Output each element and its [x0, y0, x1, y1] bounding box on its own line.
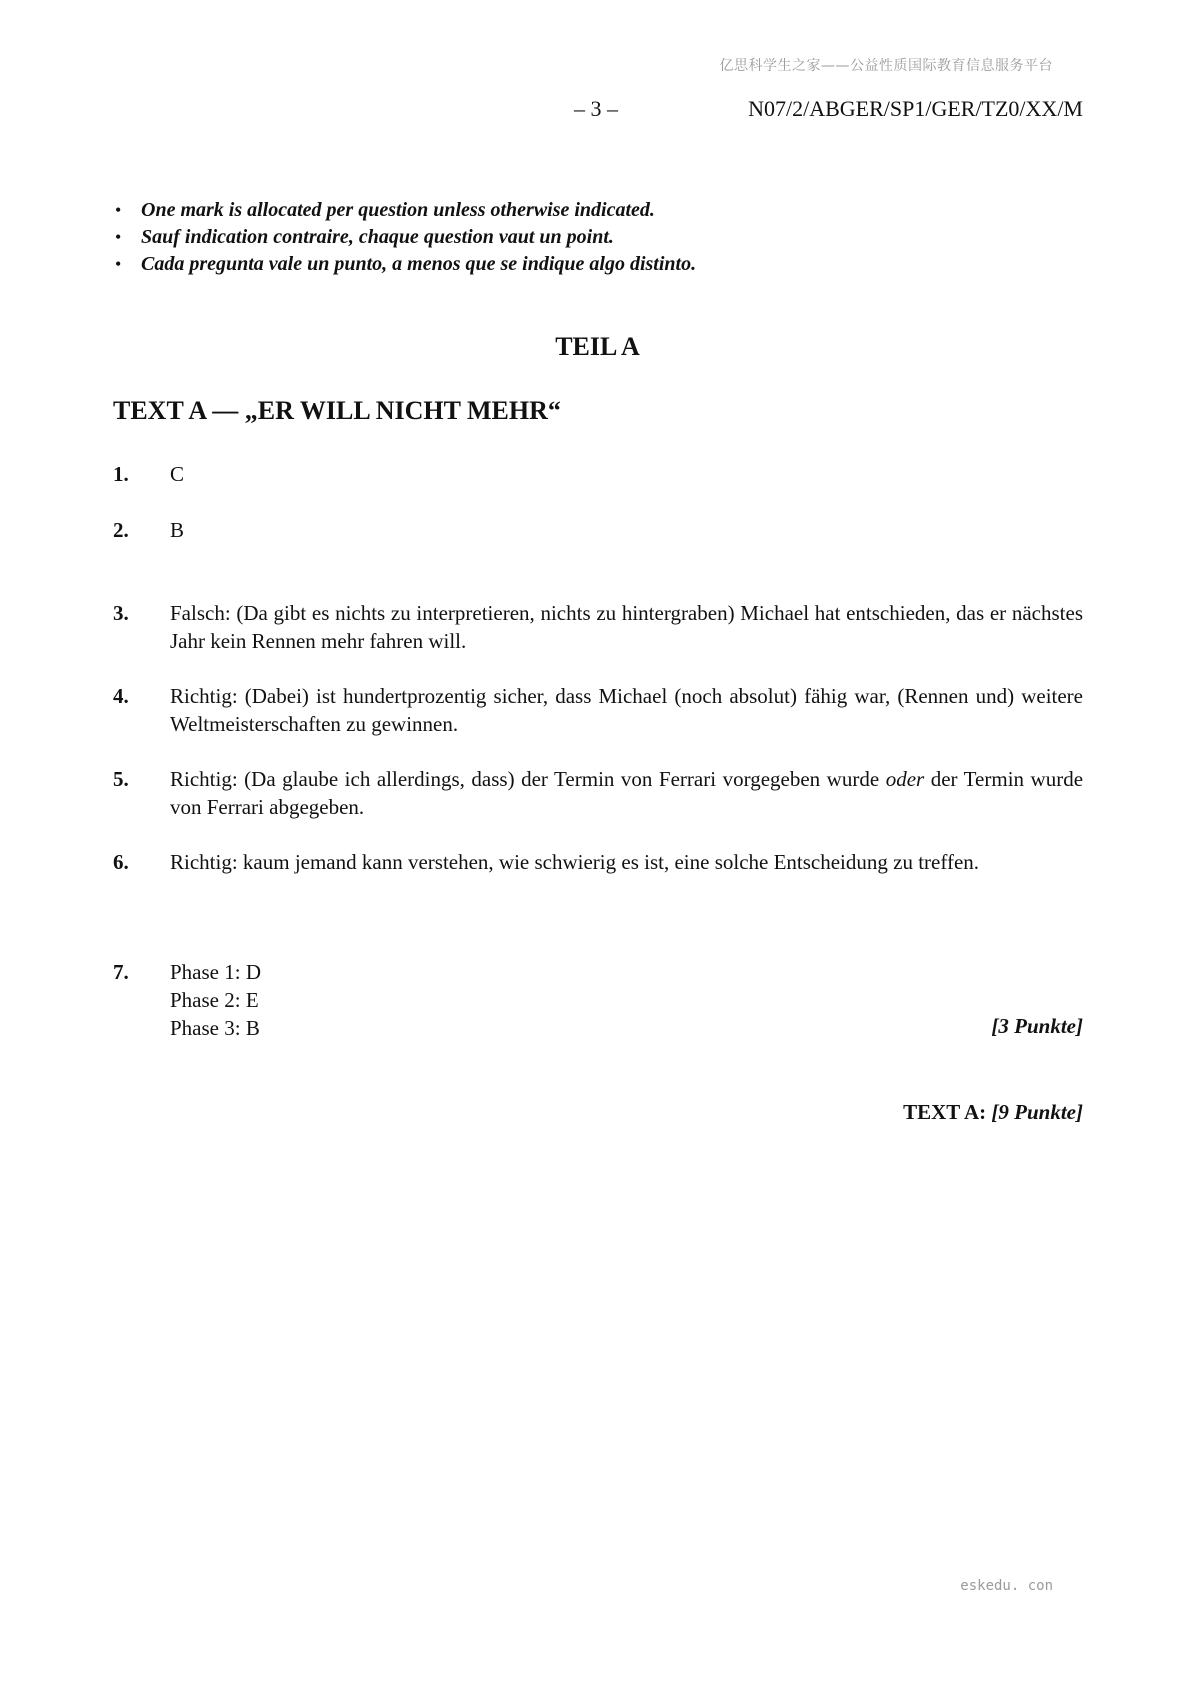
question-number: 5. [113, 767, 129, 791]
answer-text: Richtig: kaum jemand kann verstehen, wie schwierig es ist, eine solche Entscheidung zu treffen. [170, 850, 980, 874]
text-title: TEXT A — „ER WILL NICHT MEHR“ [113, 396, 561, 425]
watermark-bottom: eskedu. con [960, 1578, 1053, 1594]
answer-text [170, 765, 1083, 821]
part-title: TEIL A [555, 332, 640, 361]
answer-phases [170, 958, 1083, 1042]
question-1 [113, 460, 1083, 488]
text-total [903, 1100, 1083, 1125]
question-4 [113, 682, 1083, 738]
note-french: • Sauf indication contraire, chaque question vaut un point. [113, 224, 696, 251]
question-2 [113, 516, 1083, 544]
total-label: TEXT A: [903, 1100, 987, 1124]
watermark-top: 亿思科学生之家——公益性质国际教育信息服务平台 [719, 58, 1053, 74]
phase-line: Phase 2: E [170, 988, 259, 1012]
question-7-points: [3 Punkte] [991, 1014, 1083, 1038]
question-number: 2. [113, 518, 129, 542]
question-number: 4. [113, 684, 129, 708]
question-6 [113, 848, 1083, 876]
question-7 [113, 958, 1083, 1042]
phase-line: Phase 3: B [170, 1016, 260, 1040]
answer-text: Richtig: (Dabei) ist hundertprozentig sicher, dass Michael (noch absolut) fähig war, (Rennen und) weitere Weltmeisterschaften zu gewinnen. [170, 684, 1083, 736]
answer-text: B [170, 518, 185, 542]
answer-text: Falsch: (Da gibt es nichts zu interpretieren, nichts zu hintergraben) Michael hat entschieden, das er nächstes Jahr kein Rennen mehr fahren will. [170, 601, 1083, 653]
answer-text-emphasis: oder [885, 767, 925, 791]
document-code: N07/2/ABGER/SP1/GER/TZ0/XX/M [748, 96, 1083, 121]
total-value: [9 Punkte] [991, 1100, 1083, 1124]
note-spanish: • Cada pregunta vale un punto, a menos que se indique algo distinto. [113, 251, 696, 278]
page-number: – 3 – [574, 96, 618, 121]
question-5 [113, 765, 1083, 821]
answer-text-part: Richtig: (Da glaube ich allerdings, dass) der Termin von Ferrari vorgegeben wurde [170, 767, 880, 791]
question-3 [113, 599, 1083, 655]
note-english: • One mark is allocated per question unless otherwise indicated. [113, 197, 696, 224]
question-number: 1. [113, 462, 129, 486]
question-number: 7. [113, 960, 129, 984]
answer-text: C [170, 462, 185, 486]
answer-text-part: der Termin wurde von Ferrari abgegeben. [170, 767, 1084, 819]
question-number: 6. [113, 850, 129, 874]
question-number: 3. [113, 601, 129, 625]
marking-notes [113, 197, 696, 278]
phase-line: Phase 1: D [170, 960, 261, 984]
